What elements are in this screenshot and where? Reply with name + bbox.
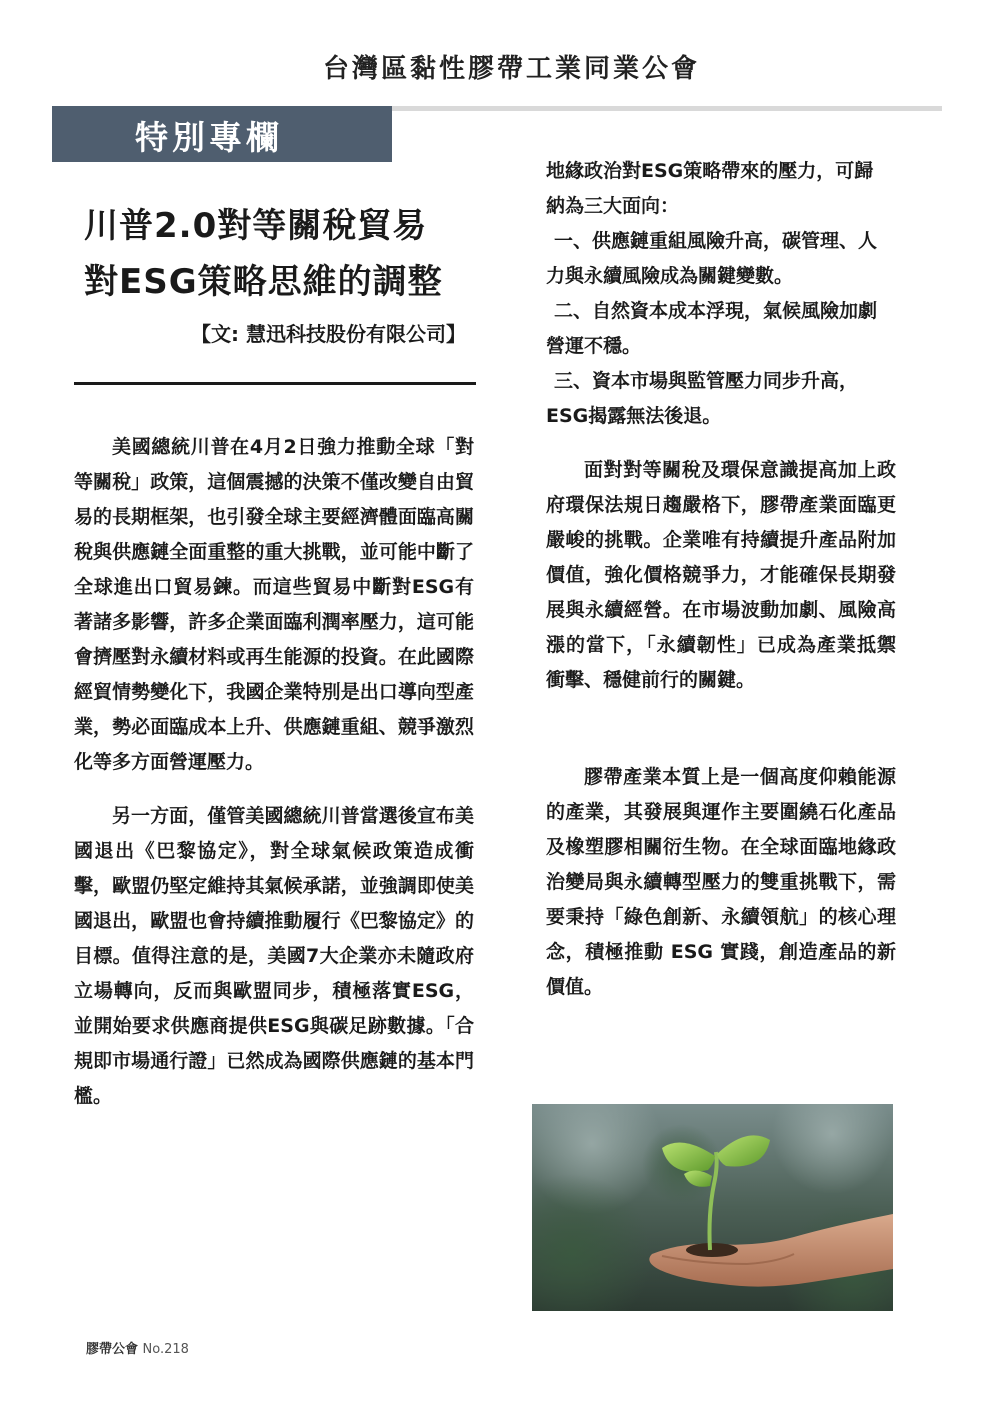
paragraph: 另一方面，僅管美國總統川普當選後宣布美國退出《巴黎協定》，對全球氣候政策造成衝擊，歐盟仍堅定維持其氣候承諾，並強調即使美國退出，歐盟也會持續推動履行《巴黎協定》的目標。值得注意的是，美國7大企業亦未隨政府立場轉向，反而與歐盟同步，積極落實ESG，並開始要求供應商提供ESG與碳足跡數據。「合規即市場通行證」已然成為國際供應鏈的基本門檻。 [74,805,474,1107]
paragraph: 面對對等關稅及環保意識提高加上政府環保法規日趨嚴格下，膠帶產業面臨更嚴峻的挑戰。企業唯有持續提升產品附加價值，強化價格競爭力，才能確保長期發展與永續經營。在市場波動加劇、風險高漲的當下，「永續韌性」已成為產業抵禦衝擊、穩健前行的關鍵。 [546,459,896,691]
page-footer [86,1338,189,1357]
paragraph: 美國總統川普在4月2日強力推動全球「對等關稅」政策，這個震撼的決策不僅改變自由貿易的長期框架，也引發全球主要經濟體面臨高關稅與供應鏈全面重整的重大挑戰，並可能中斷了全球進出口貿易鍊。而這些貿易中斷對ESG有著諸多影響，許多企業面臨利潤率壓力，這可能會擠壓對永續材料或再生能源的投資。在此國際經貿情勢變化下，我國企業特別是出口導向型產業，勢必面臨成本上升、供應鏈重組、競爭激烈化等多方面營運壓力。 [74,436,474,773]
intro-line: 地緣政治對ESG策略帶來的壓力，可歸 [546,160,874,182]
list-item: 一、供應鏈重組風險升高，碳管理、人 [554,230,878,252]
left-column [74,430,474,1114]
publication-name: 膠帶公會 [86,1342,139,1357]
list-item-continuation: 力與永續風險成為關鍵變數。 [546,265,794,287]
paragraph: 膠帶產業本質上是一個高度仰賴能源的產業，其發展與運作主要圍繞石化產品及橡塑膠相關衍生物。在全球面臨地緣政治變局與永續轉型壓力的雙重挑戰下，需要秉持「綠色創新、永續領航」的核心理念，積極推動 ESG 實踐，創造產品的新價值。 [546,766,896,998]
issue-number: No.218 [142,1342,189,1357]
organization-title: 台灣區黏性膠帶工業同業公會 [322,54,700,84]
list-item: 二、自然資本成本浮現，氣候風險加劇 [554,300,878,322]
article-byline: 【文: 慧迅科技股份有限公司】 [191,322,466,346]
article-title-line-1: 川普2.0對等關稅貿易 [84,206,428,246]
intro-line: 納為三大面向： [546,195,680,217]
title-divider [74,382,476,385]
seedling-in-hand-photo [532,1104,893,1311]
section-label: 特別專欄 [135,118,283,157]
seedling-illustration [532,1104,893,1311]
list-item: 三、資本市場與監管壓力同步升高， [554,370,859,392]
right-column [546,154,896,1005]
list-item-continuation: ESG揭露無法後退。 [546,405,722,427]
header-divider [390,106,942,111]
list-item-continuation: 營運不穩。 [546,335,642,357]
article-title-line-2: 對ESG策略思維的調整 [84,262,443,302]
